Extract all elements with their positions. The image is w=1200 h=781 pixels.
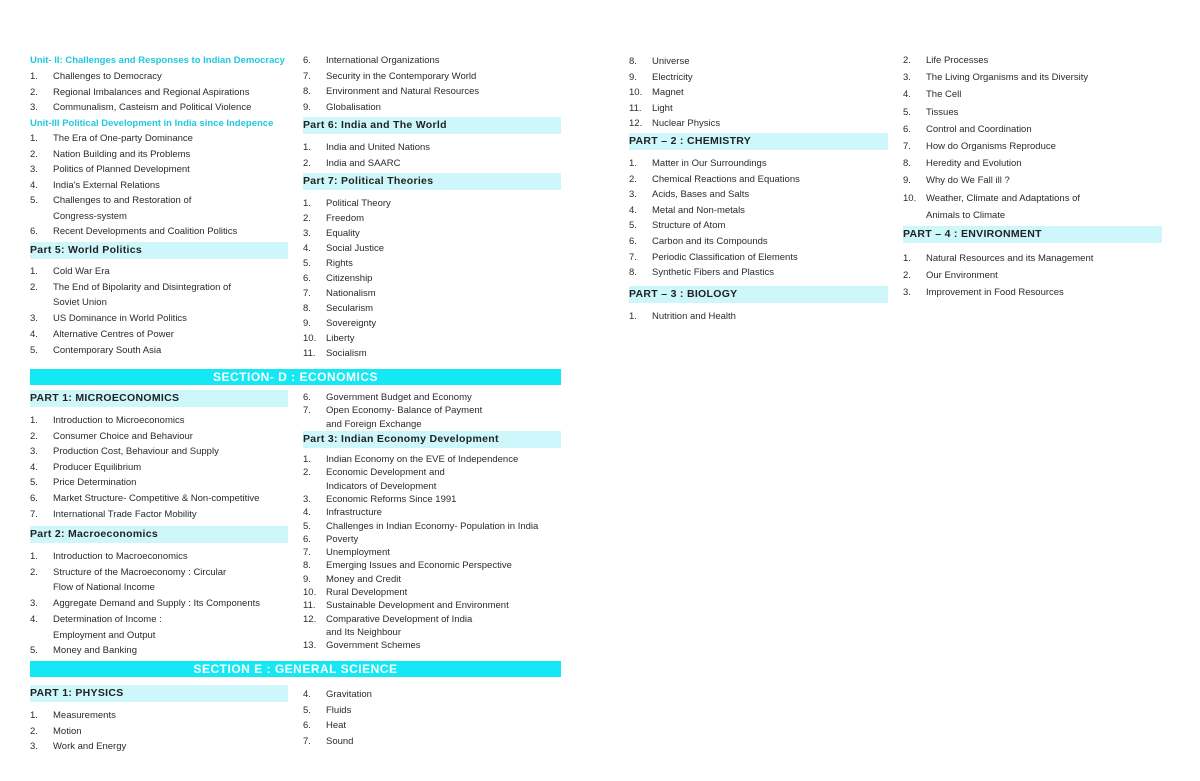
item-number: 8. <box>629 267 637 279</box>
item-number: 7. <box>303 70 311 82</box>
item-text: Gravitation <box>326 689 372 700</box>
item-text: Government Budget and Economy <box>326 392 472 403</box>
item-number: 10. <box>903 192 917 204</box>
item-text: Politics of Planned Development <box>53 164 190 175</box>
item-number: 6. <box>303 273 311 284</box>
item-number: 9. <box>303 101 311 113</box>
item-number: 4. <box>303 243 311 254</box>
item-text: Producer Equilibrium <box>53 461 142 473</box>
item-text: Heat <box>326 720 347 732</box>
item-number: 2. <box>303 213 311 224</box>
item-text: Natural Resources and its Management <box>926 253 1094 264</box>
microeconomics-heading: PART 1: MICROECONOMICS <box>30 390 288 407</box>
item-number: 10. <box>629 87 643 99</box>
item-number: 5. <box>30 195 38 206</box>
item-number: 7. <box>30 508 38 520</box>
item-number: 2. <box>30 725 38 737</box>
item-text: Environment and Natural Resources <box>326 86 480 97</box>
item-number: 1. <box>303 198 311 209</box>
item-number: 8. <box>303 560 311 572</box>
item-number: 1. <box>629 158 637 169</box>
item-number: 9. <box>303 573 311 585</box>
item-number: 3. <box>30 598 38 610</box>
item-text: The Era of One-party Dominance <box>53 133 193 144</box>
item-number: 4. <box>30 613 38 625</box>
item-number: 11. <box>303 600 316 612</box>
item-number: 7. <box>303 547 311 559</box>
item-number: 5. <box>30 477 38 489</box>
item-number: 3. <box>903 72 911 84</box>
item-number: 5. <box>903 106 911 118</box>
item-number: 1. <box>30 551 38 562</box>
item-text: Sustainable Development and Environment <box>326 600 509 612</box>
item-text: International Trade Factor Mobility <box>53 508 197 520</box>
item-text: Sound <box>326 735 354 747</box>
item-text-continued: Animals to Climate <box>926 209 1006 221</box>
item-number: 1. <box>629 311 637 322</box>
item-text: Challenges in Indian Economy- Population in India <box>326 520 539 532</box>
item-number: 2. <box>30 566 38 578</box>
item-number: 8. <box>903 158 911 170</box>
item-text: Fluids <box>326 704 352 716</box>
item-text-continued: Congress-system <box>53 210 127 222</box>
item-text: Open Economy- Balance of Payment <box>326 405 483 417</box>
item-number: 13. <box>303 640 317 652</box>
item-text: Economic Development and <box>326 467 445 479</box>
item-number: 5. <box>30 645 38 657</box>
part5-heading: Part 5: World Politics <box>30 242 288 259</box>
item-text: Equality <box>326 228 360 239</box>
item-text: Challenges to and Restoration of <box>53 195 192 206</box>
item-number: 5. <box>30 344 38 356</box>
item-number: 1. <box>30 710 38 721</box>
item-number: 12. <box>303 613 317 625</box>
item-number: 6. <box>903 123 911 135</box>
item-text: Structure of the Macroeconomy : Circular <box>53 566 227 578</box>
item-text: Nation Building and its Problems <box>53 148 191 160</box>
item-text: Socialism <box>326 348 367 359</box>
item-text: Determination of Income : <box>53 613 162 625</box>
item-text: Money and Banking <box>53 645 137 657</box>
item-number: 6. <box>629 236 637 247</box>
item-number: 2. <box>30 430 38 442</box>
item-text: Acids, Bases and Salts <box>652 189 750 201</box>
item-text: Structure of Atom <box>652 220 726 232</box>
item-number: 3. <box>30 102 38 113</box>
item-number: 2. <box>903 55 911 66</box>
item-text: Cold War Era <box>53 266 110 277</box>
item-text: Communalism, Casteism and Political Violence <box>53 102 252 113</box>
item-text: Sovereignty <box>326 318 377 329</box>
item-text: Metal and Non-metals <box>652 204 745 216</box>
item-number: 11. <box>303 348 316 359</box>
item-text: Matter in Our Surroundings <box>652 158 767 169</box>
item-text-continued: Indicators of Development <box>326 480 437 492</box>
item-text: Freedom <box>326 213 365 224</box>
item-number: 6. <box>30 493 38 504</box>
item-text: Money and Credit <box>326 573 401 585</box>
item-text: Measurements <box>53 710 116 721</box>
item-number: 3. <box>30 741 38 753</box>
item-number: 2. <box>30 148 38 160</box>
item-text: Our Environment <box>926 270 998 282</box>
item-number: 2. <box>30 281 38 293</box>
item-text: Unemployment <box>326 547 390 559</box>
item-number: 1. <box>903 253 911 264</box>
item-number: 7. <box>903 141 911 152</box>
item-number: 3. <box>303 228 311 239</box>
item-number: 3. <box>629 189 637 201</box>
item-text: How do Organisms Reproduce <box>926 141 1056 152</box>
item-number: 4. <box>30 328 38 340</box>
item-number: 1. <box>303 454 311 465</box>
item-text: The End of Bipolarity and Disintegration of <box>53 281 231 293</box>
item-number: 11. <box>629 102 642 114</box>
item-number: 1. <box>30 71 38 82</box>
item-text: Weather, Climate and Adaptations of <box>926 192 1081 204</box>
item-text: Work and Energy <box>53 741 127 753</box>
item-text: Secularism <box>326 303 373 314</box>
item-text: Tissues <box>926 106 959 118</box>
item-text: Market Structure- Competitive & Non-competitive <box>53 493 260 504</box>
item-text: Synthetic Fibers and Plastics <box>652 267 774 279</box>
item-number: 2. <box>303 467 311 479</box>
item-number: 5. <box>303 704 311 716</box>
item-number: 3. <box>30 164 38 175</box>
item-text: Introduction to Macroeconomics <box>53 551 188 562</box>
indian-economy-heading: Part 3: Indian Economy Development <box>303 431 561 448</box>
item-text: Control and Coordination <box>926 123 1032 135</box>
section-e-banner: SECTION E : GENERAL SCIENCE <box>30 661 561 677</box>
item-text: India's External Relations <box>53 179 160 191</box>
biology-heading: PART – 3 : BIOLOGY <box>629 286 888 303</box>
item-number: 5. <box>629 220 637 232</box>
item-text: Globalisation <box>326 101 381 113</box>
item-number: 3. <box>30 313 38 325</box>
item-number: 4. <box>303 689 311 700</box>
item-number: 4. <box>30 461 38 473</box>
item-number: 8. <box>303 86 311 97</box>
item-text: Social Justice <box>326 243 385 254</box>
item-number: 4. <box>303 507 311 519</box>
item-text: Economic Reforms Since 1991 <box>326 493 457 505</box>
item-text-continued: Soviet Union <box>53 297 107 309</box>
item-number: 6. <box>303 392 311 403</box>
item-number: 9. <box>629 71 637 83</box>
item-text: Comparative Development of India <box>326 613 473 625</box>
item-number: 2. <box>303 157 311 169</box>
item-number: 7. <box>303 288 311 299</box>
item-text: Consumer Choice and Behaviour <box>53 430 193 442</box>
environment-heading: PART – 4 : ENVIRONMENT <box>903 226 1162 243</box>
item-number: 4. <box>903 89 911 101</box>
item-number: 7. <box>629 251 637 263</box>
item-text: Government Schemes <box>326 640 421 652</box>
item-text: The Cell <box>926 89 962 101</box>
item-text-continued: Flow of National Income <box>53 582 155 594</box>
item-text: Universe <box>652 56 690 67</box>
item-number: 2. <box>903 270 911 282</box>
item-text: Emerging Issues and Economic Perspective <box>326 560 512 572</box>
item-text: Production Cost, Behaviour and Supply <box>53 446 219 458</box>
physics-heading: PART 1: PHYSICS <box>30 685 288 702</box>
item-text: Improvement in Food Resources <box>926 287 1064 299</box>
item-number: 1. <box>30 415 38 426</box>
item-text-continued: Employment and Output <box>53 629 156 641</box>
item-number: 5. <box>303 258 311 269</box>
item-text: Why do We Fall ill ? <box>926 175 1010 187</box>
item-number: 12. <box>629 118 643 130</box>
item-number: 8. <box>303 303 311 314</box>
item-text: Recent Developments and Coalition Politics <box>53 226 238 237</box>
macroeconomics-heading: Part 2: Macroeconomics <box>30 526 288 543</box>
item-number: 7. <box>303 405 311 417</box>
part6-heading: Part 6: India and The World <box>303 117 561 134</box>
item-text: Contemporary South Asia <box>53 344 162 356</box>
item-text: Alternative Centres of Power <box>53 328 174 340</box>
chemistry-heading: PART – 2 : CHEMISTRY <box>629 133 888 150</box>
item-number: 10. <box>303 587 317 598</box>
item-text: Price Determination <box>53 477 137 489</box>
item-text: Political Theory <box>326 198 391 209</box>
item-number: 4. <box>629 204 637 216</box>
item-text: India and United Nations <box>326 142 431 153</box>
item-text: US Dominance in World Politics <box>53 313 187 325</box>
unit-ii-heading: Unit- II: Challenges and Responses to Indian Democracy <box>30 55 285 66</box>
item-number: 1. <box>30 133 38 144</box>
item-text: Poverty <box>326 533 359 545</box>
item-number: 4. <box>30 179 38 191</box>
unit-iii-heading: Unit-III Political Development in India since Indepence <box>30 118 274 129</box>
item-number: 1. <box>30 266 38 277</box>
item-number: 9. <box>903 175 911 187</box>
section-d-banner: SECTION- D : ECONOMICS <box>30 369 561 385</box>
item-number: 6. <box>303 533 311 545</box>
item-text: Light <box>652 102 673 114</box>
item-text: Aggregate Demand and Supply : Its Components <box>53 598 261 610</box>
item-text: India and SAARC <box>326 157 401 169</box>
item-number: 3. <box>30 446 38 458</box>
item-number: 3. <box>303 493 311 505</box>
item-text: Infrastructure <box>326 507 382 519</box>
item-number: 7. <box>303 735 311 747</box>
item-text: Regional Imbalances and Regional Aspirations <box>53 86 250 98</box>
item-text: Life Processes <box>926 55 989 66</box>
item-number: 8. <box>629 56 637 67</box>
item-text: Challenges to Democracy <box>53 71 162 82</box>
item-number: 3. <box>903 287 911 299</box>
item-text: Motion <box>53 725 82 737</box>
part7-heading: Part 7: Political Theories <box>303 173 561 190</box>
item-text: International Organizations <box>326 55 440 66</box>
item-number: 2. <box>629 173 637 185</box>
item-text: Periodic Classification of Elements <box>652 251 798 263</box>
item-text: Nuclear Physics <box>652 118 721 130</box>
item-text: Electricity <box>652 71 693 83</box>
item-text: Rural Development <box>326 587 408 598</box>
item-text: Citizenship <box>326 273 373 284</box>
item-number: 9. <box>303 318 311 329</box>
item-text: Security in the Contemporary World <box>326 70 477 82</box>
item-text: Indian Economy on the EVE of Independence <box>326 454 519 465</box>
item-text: Liberty <box>326 333 355 344</box>
item-number: 10. <box>303 333 317 344</box>
item-text: Nationalism <box>326 288 376 299</box>
item-number: 6. <box>303 55 311 66</box>
item-text: Rights <box>326 258 353 269</box>
item-number: 6. <box>30 226 38 237</box>
item-text: Chemical Reactions and Equations <box>652 173 800 185</box>
item-text: The Living Organisms and its Diversity <box>926 72 1089 84</box>
item-text-continued: and Its Neighbour <box>326 626 401 638</box>
item-number: 5. <box>303 520 311 532</box>
item-text: Heredity and Evolution <box>926 158 1022 170</box>
item-text: Nutrition and Health <box>652 311 736 322</box>
item-text: Carbon and its Compounds <box>652 236 768 247</box>
item-number: 2. <box>30 86 38 98</box>
item-number: 1. <box>303 142 311 153</box>
item-number: 6. <box>303 720 311 732</box>
item-text: Introduction to Microeconomics <box>53 415 185 426</box>
item-text-continued: and Foreign Exchange <box>326 418 422 430</box>
item-text: Magnet <box>652 87 684 99</box>
